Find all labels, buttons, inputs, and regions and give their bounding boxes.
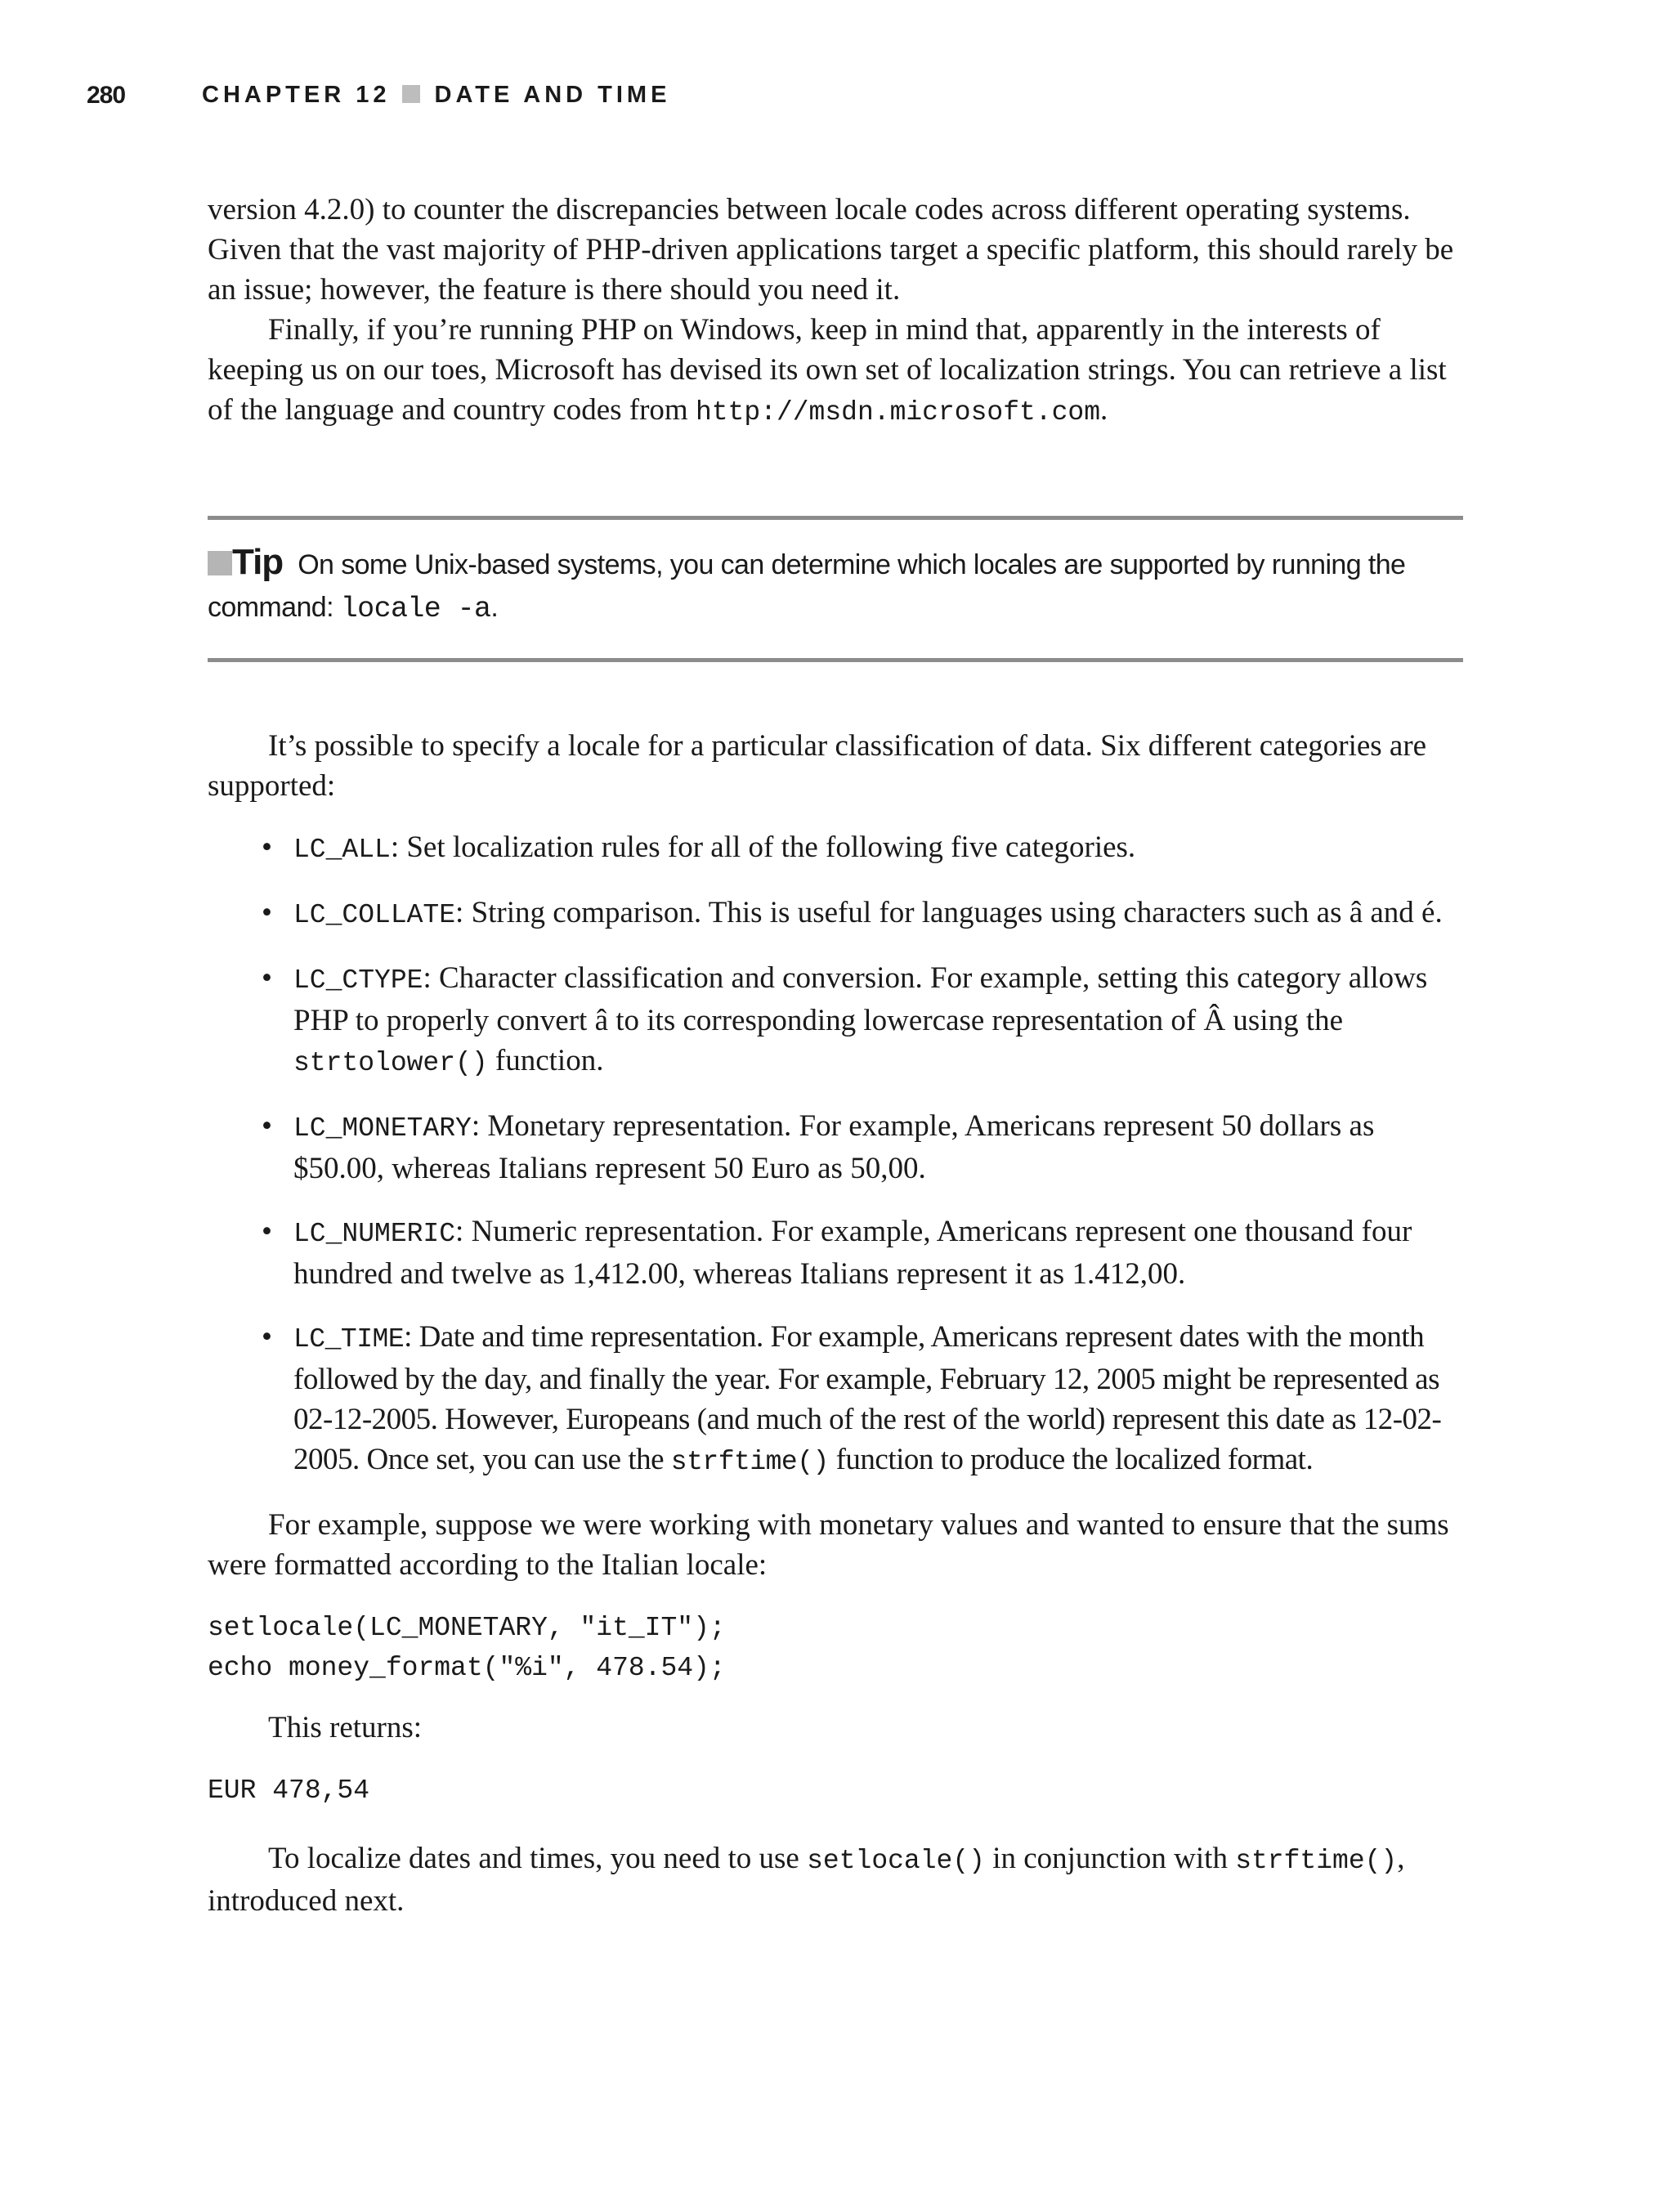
paragraph-returns: This returns: xyxy=(268,1711,423,1744)
paragraph-categories-intro: It’s possible to specify a locale for a particular classification of data. Six different categories are supported: xyxy=(208,729,1427,803)
setlocale-code: setlocale() xyxy=(807,1846,985,1876)
tip-label: Tip xyxy=(232,542,284,582)
paragraph-next xyxy=(208,1838,1463,1921)
category-desc: : Numeric representation. For example, Americans represent one thousand four hundred and twelve as 1,412.00, whereas Italians represent it as 1.412,00. xyxy=(293,1215,1412,1291)
page-body xyxy=(208,190,1463,1921)
category-code: LC_ALL xyxy=(293,835,391,865)
list-item xyxy=(208,893,1463,935)
running-header xyxy=(0,82,1674,118)
category-inline-code: strftime() xyxy=(670,1447,829,1477)
msdn-url: http://msdn.microsoft.com xyxy=(695,397,1101,428)
list-item xyxy=(208,827,1463,870)
output-block: EUR 478,54 xyxy=(208,1775,370,1806)
bullet-icon: • xyxy=(262,1320,272,1354)
bullet-icon: • xyxy=(262,896,272,929)
bullet-icon: • xyxy=(262,1109,272,1143)
category-desc: : Character classification and conversion. For example, setting this category allows PHP to properly convert â to its corresponding lowercase representation of Â using the xyxy=(293,961,1428,1037)
category-code: LC_NUMERIC xyxy=(293,1219,456,1249)
category-desc: : Set localization rules for all of the following five categories. xyxy=(390,831,1136,864)
tip-body: On some Unix-based systems, you can determine which locales are supported by running the command: xyxy=(208,549,1406,623)
list-item xyxy=(208,1211,1463,1294)
paragraph-next-a: To localize dates and times, you need to use xyxy=(268,1842,808,1875)
section-title: DATE AND TIME xyxy=(434,82,671,108)
tip-square-icon xyxy=(208,551,232,575)
paragraph-windows xyxy=(208,310,1463,432)
bullet-icon: • xyxy=(262,831,272,864)
category-code: LC_MONETARY xyxy=(293,1113,472,1144)
paragraph-continuation: version 4.2.0) to counter the discrepancies between locale codes across different operating systems. Given that the vast majority of PHP-driven applications target a specific platform, this should rarely be an issue; however, the feature is there should you need it. xyxy=(208,193,1454,307)
list-item xyxy=(208,958,1463,1083)
category-code: LC_COLLATE xyxy=(293,900,456,930)
chapter-label: CHAPTER 12 xyxy=(202,82,391,108)
category-inline-code: strtolower() xyxy=(293,1048,488,1078)
page-number: 280 xyxy=(87,82,126,109)
paragraph-next-c: , introduced next. xyxy=(208,1842,1405,1918)
category-desc: : Date and time representation. For example, Americans represent dates with the month followed by the day, and finally the year. For example, February 12, 2005 might be represented as 02-12-2005. However, Europeans (and much of the rest of the world) represent this date as 12-02-2005. Once set, you can use the xyxy=(293,1320,1442,1476)
category-desc: : Monetary representation. For example, Americans represent 50 dollars as $50.00, whereas Italians represent 50 Euro as 50,00. xyxy=(293,1109,1375,1185)
category-desc-end: function to produce the localized format. xyxy=(828,1443,1314,1476)
paragraph-windows-end: . xyxy=(1100,393,1108,427)
category-desc-end: function. xyxy=(487,1044,604,1077)
paragraph-next-b: in conjunction with xyxy=(984,1842,1236,1875)
category-desc: : String comparison. This is useful for languages using characters such as â and é. xyxy=(455,896,1443,929)
tip-box xyxy=(208,516,1463,662)
tip-command: locale -a xyxy=(340,593,491,625)
bullet-icon: • xyxy=(262,1215,272,1248)
square-separator-icon xyxy=(402,85,420,103)
code-block: setlocale(LC_MONETARY, "it_IT"); echo money_format("%i", 478.54); xyxy=(208,1613,726,1683)
running-head xyxy=(202,82,670,109)
strftime-code: strftime() xyxy=(1235,1846,1398,1876)
paragraph-windows-text: Finally, if you’re running PHP on Windows, keep in mind that, apparently in the interests of keeping us on our toes, Microsoft has devised its own set of localization strings. You can retrieve a list of the language and country codes from xyxy=(208,313,1447,427)
paragraph-monetary-example: For example, suppose we were working with monetary values and wanted to ensure that the sums were formatted according to the Italian locale: xyxy=(208,1508,1449,1582)
category-code: LC_TIME xyxy=(293,1324,405,1355)
bullet-icon: • xyxy=(262,961,272,995)
category-list xyxy=(208,827,1463,1482)
category-code: LC_CTYPE xyxy=(293,965,423,996)
tip-text xyxy=(208,541,1463,630)
list-item xyxy=(208,1106,1463,1189)
list-item xyxy=(208,1317,1463,1482)
tip-end: . xyxy=(490,592,499,623)
